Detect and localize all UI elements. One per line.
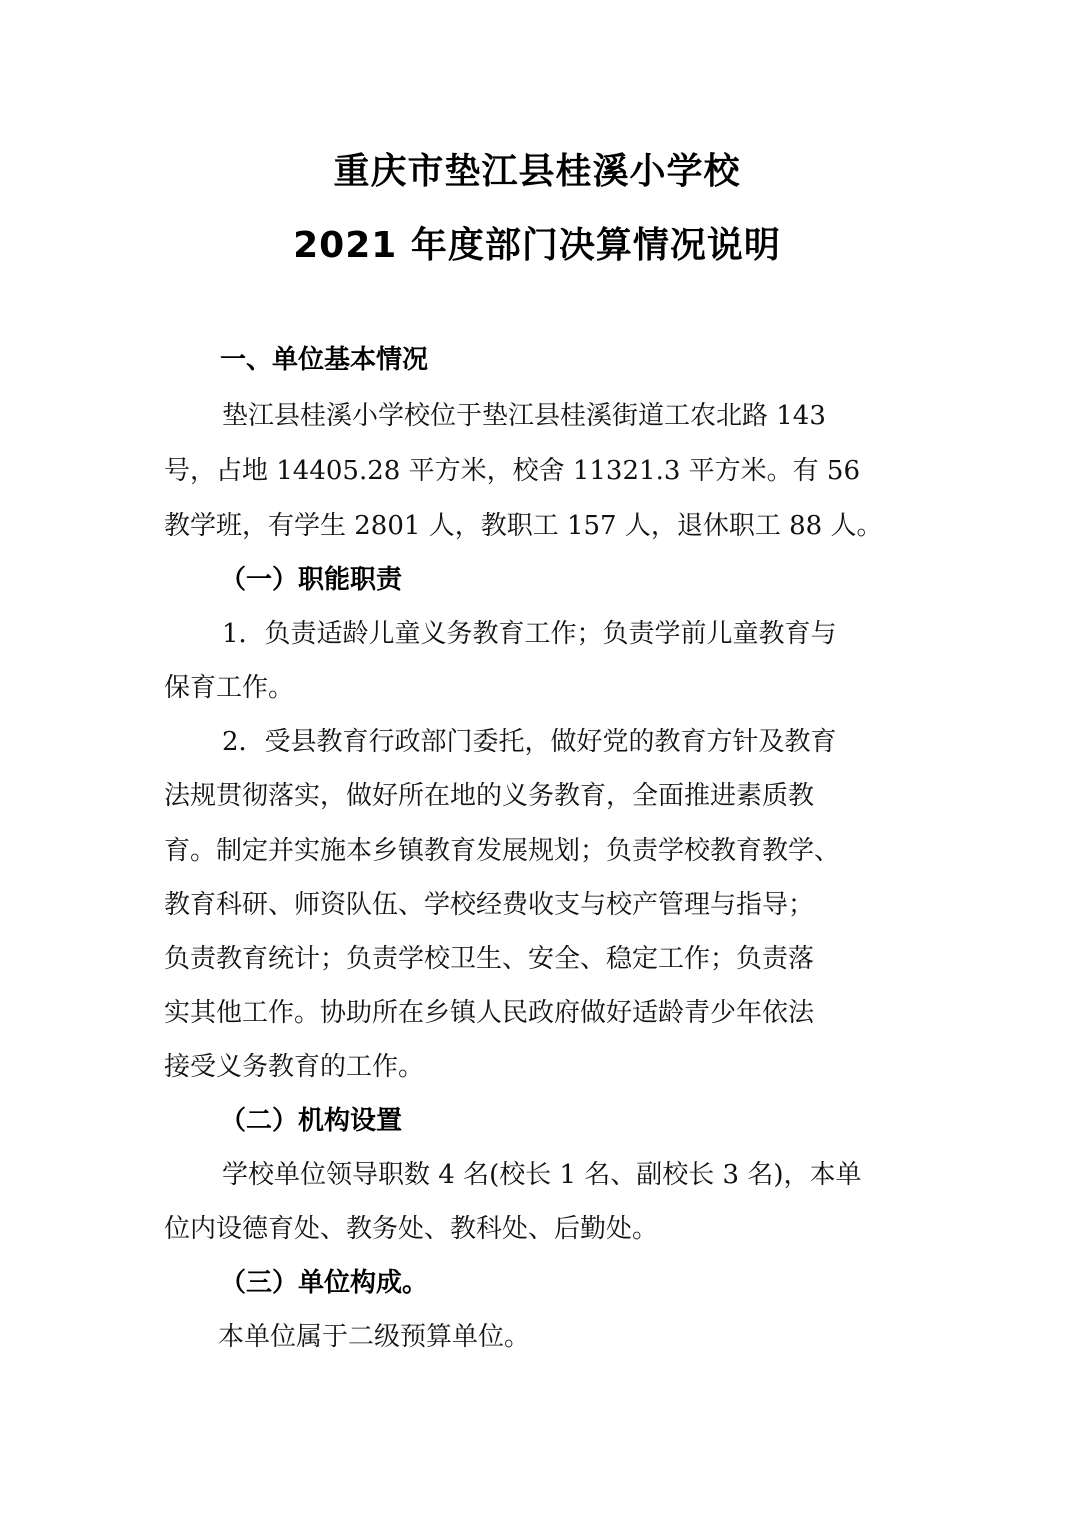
paragraph-line: 2．受县教育行政部门委托，做好党的教育方针及教育 <box>222 727 837 757</box>
paragraph-line: 位内设德育处、教务处、教科处、后勤处。 <box>164 1214 659 1244</box>
paragraph-line: 学校单位领导职数 4 名(校长 1 名、副校长 3 名)，本单 <box>222 1160 862 1190</box>
paragraph-line: 号，占地 14405.28 平方米，校舍 11321.3 平方米。有 56 <box>164 456 860 486</box>
paragraph-line: 1．负责适龄儿童义务教育工作；负责学前儿童教育与 <box>222 619 837 649</box>
paragraph-line: 实其他工作。协助所在乡镇人民政府做好适龄青少年依法 <box>164 998 815 1028</box>
paragraph-line: 教学班，有学生 2801 人，教职工 157 人，退休职工 88 人。 <box>164 511 883 541</box>
paragraph-line: 负责教育统计；负责学校卫生、安全、稳定工作；负责落 <box>164 944 815 974</box>
paragraph-line: 育。制定并实施本乡镇教育发展规划；负责学校教育教学、 <box>164 836 841 866</box>
document-title-line-1: 重庆市垫江县桂溪小学校 <box>333 151 741 192</box>
paragraph-line: 教育科研、师资队伍、学校经费收支与校产管理与指导； <box>164 890 815 920</box>
paragraph-line: 垫江县桂溪小学校位于垫江县桂溪街道工农北路 143 <box>222 401 826 431</box>
subheading-duties: （一）职能职责 <box>220 565 403 595</box>
paragraph-line: 保育工作。 <box>164 673 295 703</box>
section-heading-basic-info: 一、单位基本情况 <box>220 345 429 375</box>
paragraph-line: 本单位属于二级预算单位。 <box>218 1322 531 1352</box>
document-title-line-2: 2021 年度部门决算情况说明 <box>293 225 781 266</box>
paragraph-line: 法规贯彻落实，做好所在地的义务教育，全面推进素质教 <box>164 781 815 811</box>
subheading-structure: （二）机构设置 <box>220 1106 403 1136</box>
subheading-composition: （三）单位构成。 <box>220 1268 429 1298</box>
paragraph-line: 接受义务教育的工作。 <box>164 1052 425 1082</box>
